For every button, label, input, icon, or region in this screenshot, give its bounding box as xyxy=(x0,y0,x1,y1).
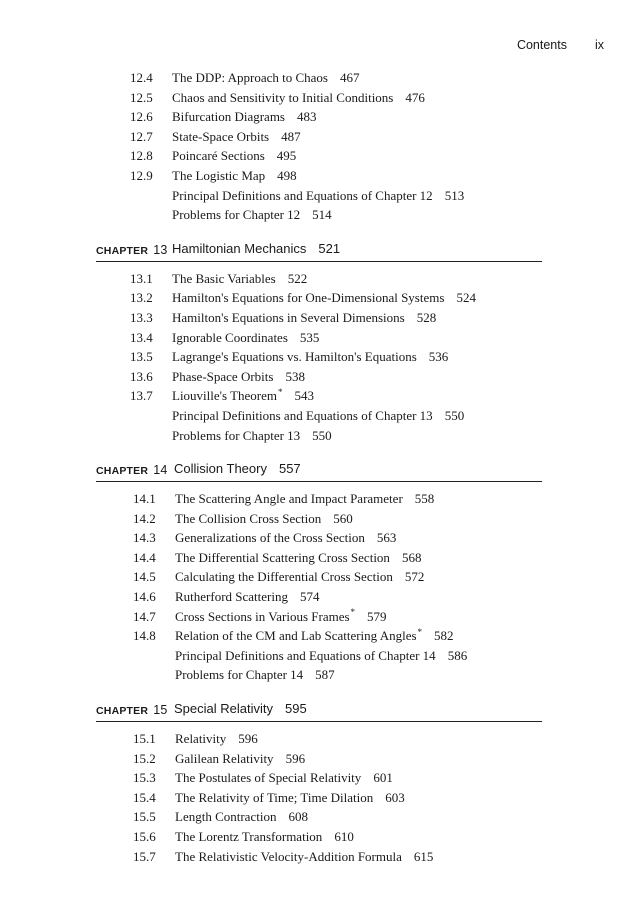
section-number: 15.1 xyxy=(133,731,156,747)
page-number: 586 xyxy=(447,647,468,663)
toc-entry xyxy=(0,548,638,568)
chapter-12-entries xyxy=(0,68,638,225)
chapter-title: Special Relativity xyxy=(174,701,273,717)
toc-entry xyxy=(0,827,638,847)
page-number: 610 xyxy=(334,829,354,844)
toc-entry xyxy=(0,847,638,867)
section-number: 14.5 xyxy=(133,569,156,585)
section-number: 12.5 xyxy=(130,89,153,105)
chapter-rule xyxy=(96,721,542,722)
chapter-rule xyxy=(96,481,542,482)
page-number: 587 xyxy=(315,667,335,683)
section-title: Ignorable Coordinates xyxy=(172,329,288,345)
page-number: 528 xyxy=(416,309,437,325)
section-title: Principal Definitions and Equations of Chapter 14 xyxy=(175,647,436,663)
section-number: 14.2 xyxy=(133,510,156,526)
section-number: 14.1 xyxy=(133,491,156,507)
section-number: 12.6 xyxy=(130,109,153,125)
section-number: 13.1 xyxy=(130,270,153,286)
running-header xyxy=(517,38,604,52)
section-title: Hamilton's Equations in Several Dimensions xyxy=(172,309,405,325)
section-number: 12.8 xyxy=(130,148,153,164)
chapter-label: CHAPTER 14 xyxy=(96,463,168,478)
toc-entry xyxy=(0,567,638,587)
chapter-13-heading xyxy=(0,241,638,263)
toc-entry xyxy=(0,626,638,646)
section-number: 13.2 xyxy=(130,290,153,306)
page-number: 483 xyxy=(297,109,317,125)
toc-entry xyxy=(0,269,638,289)
table-of-contents xyxy=(0,68,638,866)
section-title: Problems for Chapter 14 xyxy=(175,667,304,683)
chapter-number: 13 xyxy=(153,242,168,257)
section-title: Chaos and Sensitivity to Initial Conditions xyxy=(172,89,394,105)
section-title: Principal Definitions and Equations of Chapter 13 xyxy=(172,407,433,423)
section-number: 15.7 xyxy=(133,848,156,864)
page-number: 514 xyxy=(312,207,332,223)
toc-entry xyxy=(0,646,638,666)
section-number: 14.8 xyxy=(133,628,156,644)
section-title: The Basic Variables xyxy=(172,270,276,286)
section-title: Cross Sections in Various Frames xyxy=(175,608,350,624)
toc-entry xyxy=(0,127,638,147)
toc-entry xyxy=(0,347,638,367)
page-number: 601 xyxy=(373,770,393,786)
section-title: Calculating the Differential Cross Section xyxy=(175,569,393,585)
toc-entry xyxy=(0,166,638,186)
section-title: The Collision Cross Section xyxy=(175,510,322,526)
chapter-13-entries xyxy=(0,269,638,445)
section-number: 13.5 xyxy=(130,349,153,365)
section-number: 14.6 xyxy=(133,589,156,605)
section-number: 14.3 xyxy=(133,530,156,546)
toc-entry xyxy=(0,288,638,308)
page-number: 596 xyxy=(238,731,258,747)
page-number: 550 xyxy=(444,407,465,423)
section-title: Hamilton's Equations for One-Dimensional Systems xyxy=(172,290,445,306)
page-number: 535 xyxy=(299,329,320,345)
toc-entry xyxy=(0,205,638,225)
page-number: 487 xyxy=(281,128,301,144)
section-title: Lagrange's Equations vs. Hamilton's Equations xyxy=(172,349,417,365)
page-number: 582 xyxy=(434,628,454,644)
toc-entry xyxy=(0,489,638,509)
page-number: 550 xyxy=(312,427,332,443)
page-number: 522 xyxy=(287,270,308,286)
toc-entry xyxy=(0,665,638,685)
section-number: 13.7 xyxy=(130,388,153,404)
section-title: Liouville's Theorem xyxy=(172,388,277,404)
section-title: Generalizations of the Cross Section xyxy=(175,530,365,546)
toc-entry xyxy=(0,607,638,627)
chapter-14-heading xyxy=(0,461,638,483)
section-title: Relation of the CM and Lab Scattering Angles xyxy=(175,628,417,644)
optional-marker: * xyxy=(278,386,283,397)
section-number: 12.4 xyxy=(130,70,153,85)
section-title: The Scattering Angle and Impact Parameter xyxy=(175,491,403,507)
page-number: 476 xyxy=(405,89,425,105)
section-title: The Logistic Map xyxy=(172,167,266,183)
section-title: The Relativistic Velocity-Addition Formula xyxy=(175,848,402,864)
toc-entry xyxy=(0,146,638,166)
section-title: The Relativity of Time; Time Dilation xyxy=(175,789,374,805)
section-title: Principal Definitions and Equations of Chapter 12 xyxy=(172,187,433,203)
header-page-number: ix xyxy=(594,38,604,52)
toc-entry xyxy=(0,788,638,808)
section-title: Length Contraction xyxy=(175,809,277,825)
chapter-title: Collision Theory xyxy=(174,461,267,477)
toc-entry xyxy=(0,186,638,206)
section-title: Poincaré Sections xyxy=(172,148,265,164)
section-number: 13.4 xyxy=(130,329,153,345)
toc-entry xyxy=(0,406,638,426)
section-title: The Postulates of Special Relativity xyxy=(175,770,362,786)
page-number: 603 xyxy=(385,789,405,805)
section-title: Relativity xyxy=(175,731,227,747)
toc-entry xyxy=(0,68,638,88)
toc-entry xyxy=(0,426,638,446)
toc-entry xyxy=(0,807,638,827)
section-title: Problems for Chapter 13 xyxy=(172,427,301,443)
section-number: 15.3 xyxy=(133,770,156,786)
page-number: 596 xyxy=(285,750,306,766)
section-title: The Differential Scattering Cross Section xyxy=(175,549,390,565)
page-number: 563 xyxy=(376,530,397,546)
toc-entry xyxy=(0,509,638,529)
section-number: 13.3 xyxy=(130,309,153,325)
section-number: 13.6 xyxy=(130,368,153,384)
header-section-title: Contents xyxy=(516,38,567,52)
page-number: 579 xyxy=(367,608,387,624)
section-number: 14.4 xyxy=(133,549,156,565)
page-number: 524 xyxy=(456,290,476,306)
toc-entry xyxy=(0,729,638,749)
chapter-number: 15 xyxy=(153,703,168,718)
chapter-label: CHAPTER 15 xyxy=(96,703,168,718)
toc-entry xyxy=(0,587,638,607)
page-number: 543 xyxy=(294,388,314,404)
page-number: 538 xyxy=(285,368,305,384)
section-title: Problems for Chapter 12 xyxy=(172,207,301,223)
chapter-page-number: 557 xyxy=(278,461,301,477)
optional-marker: * xyxy=(350,607,356,618)
section-number: 15.5 xyxy=(133,809,156,825)
section-title: The DDP: Approach to Chaos xyxy=(172,70,328,85)
page-number: 560 xyxy=(333,510,353,526)
chapter-15-heading xyxy=(0,701,638,723)
chapter-number: 14 xyxy=(153,463,168,478)
section-number: 15.4 xyxy=(133,789,156,805)
section-title: Bifurcation Diagrams xyxy=(172,109,285,125)
chapter-page-number: 595 xyxy=(285,701,307,717)
section-title: State-Space Orbits xyxy=(172,128,270,144)
page-number: 568 xyxy=(401,549,422,565)
page-number: 608 xyxy=(288,809,308,825)
section-number: 15.2 xyxy=(133,750,156,766)
chapter-14-entries xyxy=(0,489,638,685)
page-number: 495 xyxy=(276,148,297,164)
section-title: The Lorentz Transformation xyxy=(175,829,323,844)
toc-entry xyxy=(0,328,638,348)
chapter-15-entries xyxy=(0,729,638,866)
page-number: 498 xyxy=(277,167,297,183)
page-number: 467 xyxy=(339,70,360,85)
toc-entry xyxy=(0,528,638,548)
chapter-page-number: 521 xyxy=(318,240,341,256)
page-number: 558 xyxy=(414,491,435,507)
page-number: 572 xyxy=(404,569,425,585)
optional-marker: * xyxy=(417,626,423,637)
toc-entry xyxy=(0,386,638,406)
toc-entry xyxy=(0,308,638,328)
page-number: 615 xyxy=(413,848,434,864)
section-number: 12.7 xyxy=(130,128,153,144)
toc-entry xyxy=(0,88,638,108)
toc-entry xyxy=(0,367,638,387)
toc-entry xyxy=(0,768,638,788)
page-number: 574 xyxy=(300,589,320,605)
section-number: 12.9 xyxy=(130,167,153,183)
chapter-rule xyxy=(96,261,542,262)
section-title: Rutherford Scattering xyxy=(175,589,288,605)
toc-entry xyxy=(0,107,638,127)
chapter-title: Hamiltonian Mechanics xyxy=(172,240,307,256)
page-number: 536 xyxy=(428,349,449,365)
page-number: 513 xyxy=(444,187,465,203)
toc-entry xyxy=(0,749,638,769)
section-number: 14.7 xyxy=(133,608,156,624)
section-title: Galilean Relativity xyxy=(175,750,274,766)
section-number: 15.6 xyxy=(133,829,156,844)
chapter-label: CHAPTER 13 xyxy=(96,242,168,257)
section-title: Phase-Space Orbits xyxy=(172,368,274,384)
